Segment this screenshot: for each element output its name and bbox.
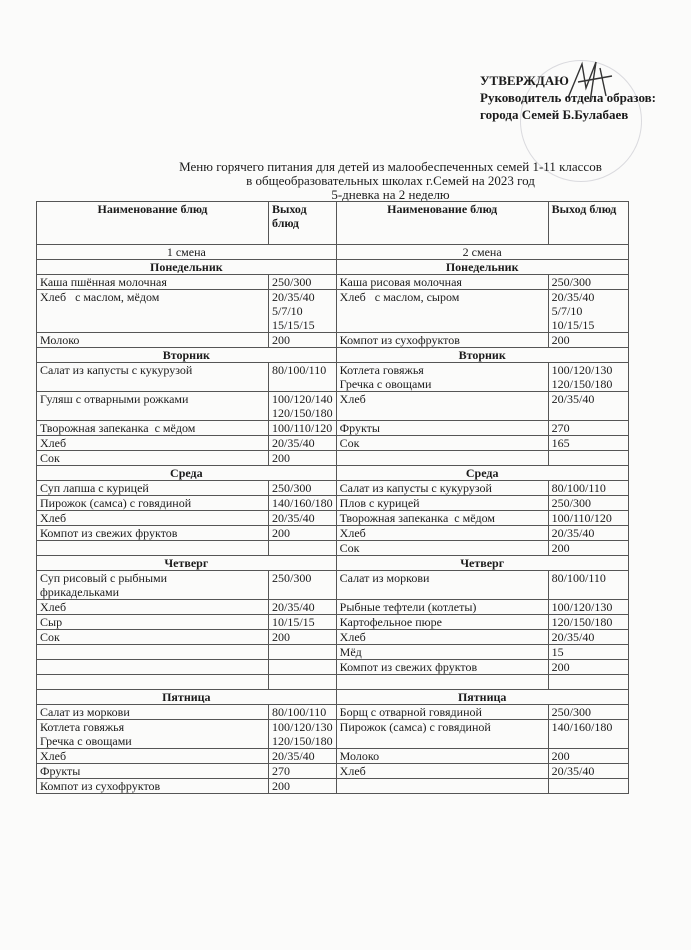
dish-row bbox=[37, 749, 629, 764]
dish-output-right: 20/35/40 bbox=[548, 392, 628, 421]
day-name: Понедельник bbox=[336, 260, 628, 275]
dish-output-right: 270 bbox=[548, 421, 628, 436]
dish-row bbox=[37, 481, 629, 496]
shift-2: 2 смена bbox=[336, 245, 628, 260]
dish-output-right bbox=[548, 779, 628, 794]
dish-row bbox=[37, 363, 629, 392]
dish-output-right: 15 bbox=[548, 645, 628, 660]
day-row bbox=[37, 556, 629, 571]
dish-row bbox=[37, 660, 629, 675]
dish-output-left bbox=[269, 660, 337, 675]
dish-name-left: Сыр bbox=[37, 615, 269, 630]
header-name-left: Наименование блюд bbox=[37, 202, 269, 245]
dish-output-right: 250/300 bbox=[548, 275, 628, 290]
title-line2: в общеобразовательных школах г.Семей на 2023 год bbox=[246, 173, 535, 188]
dish-output-left: 100/120/140 120/150/180 bbox=[269, 392, 337, 421]
dish-output-left: 20/35/40 bbox=[269, 600, 337, 615]
header-out-left: Выход блюд bbox=[269, 202, 337, 245]
dish-name-right: Картофельное пюре bbox=[336, 615, 548, 630]
dish-name-right: Мёд bbox=[336, 645, 548, 660]
dish-output-left: 250/300 bbox=[269, 481, 337, 496]
dish-row bbox=[37, 645, 629, 660]
day-name: Четверг bbox=[336, 556, 628, 571]
day-name: Пятница bbox=[37, 690, 337, 705]
header-row bbox=[37, 202, 629, 245]
dish-row bbox=[37, 615, 629, 630]
dish-output-left: 100/120/130 120/150/180 bbox=[269, 720, 337, 749]
dish-output-right: 200 bbox=[548, 541, 628, 556]
dish-name-right: Хлеб bbox=[336, 630, 548, 645]
header-name-right: Наименование блюд bbox=[336, 202, 548, 245]
day-name: Пятница bbox=[336, 690, 628, 705]
dish-output-left bbox=[269, 675, 337, 690]
dish-name-left: Фрукты bbox=[37, 764, 269, 779]
approval-block bbox=[480, 72, 656, 123]
dish-name-left: Пирожок (самса) с говядиной bbox=[37, 496, 269, 511]
dish-output-right: 200 bbox=[548, 660, 628, 675]
dish-output-left: 100/110/120 bbox=[269, 421, 337, 436]
dish-name-right: Плов с курицей bbox=[336, 496, 548, 511]
dish-output-right: 250/300 bbox=[548, 705, 628, 720]
dish-output-left: 80/100/110 bbox=[269, 705, 337, 720]
dish-name-left: Каша пшённая молочная bbox=[37, 275, 269, 290]
day-row bbox=[37, 466, 629, 481]
dish-name-right: Сок bbox=[336, 436, 548, 451]
dish-name-right: Творожная запеканка с мёдом bbox=[336, 511, 548, 526]
title-line3: 5-дневка на 2 неделю bbox=[331, 187, 450, 202]
dish-output-left: 250/300 bbox=[269, 571, 337, 600]
dish-output-right bbox=[548, 675, 628, 690]
dish-output-right: 100/120/130 120/150/180 bbox=[548, 363, 628, 392]
dish-row bbox=[37, 451, 629, 466]
dish-output-right: 200 bbox=[548, 333, 628, 348]
dish-row bbox=[37, 496, 629, 511]
day-row bbox=[37, 690, 629, 705]
dish-output-right: 165 bbox=[548, 436, 628, 451]
dish-name-right: Пирожок (самса) с говядиной bbox=[336, 720, 548, 749]
dish-output-right: 100/120/130 bbox=[548, 600, 628, 615]
dish-row bbox=[37, 333, 629, 348]
day-name: Понедельник bbox=[37, 260, 337, 275]
dish-output-left: 200 bbox=[269, 526, 337, 541]
dish-row bbox=[37, 705, 629, 720]
approval-line2: Руководитель отдела образов: bbox=[480, 90, 656, 105]
approval-line3: города Семей Б.Булабаев bbox=[480, 107, 629, 122]
day-name: Вторник bbox=[37, 348, 337, 363]
dish-name-left: Суп лапша с курицей bbox=[37, 481, 269, 496]
dish-name-right: Компот из свежих фруктов bbox=[336, 660, 548, 675]
dish-output-left: 80/100/110 bbox=[269, 363, 337, 392]
dish-name-left: Котлета говяжья Гречка с овощами bbox=[37, 720, 269, 749]
title-line1: Меню горячего питания для детей из малообеспеченных семей 1-11 классов bbox=[179, 159, 602, 174]
dish-output-left: 20/35/40 bbox=[269, 511, 337, 526]
dish-name-left: Салат из моркови bbox=[37, 705, 269, 720]
dish-name-left: Хлеб bbox=[37, 511, 269, 526]
dish-output-left: 200 bbox=[269, 630, 337, 645]
dish-output-right bbox=[548, 451, 628, 466]
dish-output-left: 200 bbox=[269, 451, 337, 466]
dish-output-right: 100/110/120 bbox=[548, 511, 628, 526]
dish-name-right: Компот из сухофруктов bbox=[336, 333, 548, 348]
dish-output-right: 250/300 bbox=[548, 496, 628, 511]
dish-output-left: 20/35/40 5/7/10 15/15/15 bbox=[269, 290, 337, 333]
dish-row bbox=[37, 392, 629, 421]
dish-row bbox=[37, 571, 629, 600]
dish-output-left bbox=[269, 645, 337, 660]
dish-output-left: 200 bbox=[269, 333, 337, 348]
dish-row bbox=[37, 290, 629, 333]
dish-name-right bbox=[336, 779, 548, 794]
dish-output-right: 20/35/40 5/7/10 10/15/15 bbox=[548, 290, 628, 333]
dish-name-left: Компот из сухофруктов bbox=[37, 779, 269, 794]
header-out-right: Выход блюд bbox=[548, 202, 628, 245]
dish-output-left: 20/35/40 bbox=[269, 749, 337, 764]
dish-name-left: Хлеб bbox=[37, 436, 269, 451]
day-name: Вторник bbox=[336, 348, 628, 363]
dish-name-left: Творожная запеканка с мёдом bbox=[37, 421, 269, 436]
dish-row bbox=[37, 630, 629, 645]
dish-row bbox=[37, 275, 629, 290]
dish-output-right: 20/35/40 bbox=[548, 526, 628, 541]
dish-name-right: Хлеб bbox=[336, 392, 548, 421]
dish-output-left: 140/160/180 bbox=[269, 496, 337, 511]
day-row bbox=[37, 260, 629, 275]
day-name: Среда bbox=[336, 466, 628, 481]
menu-table bbox=[36, 201, 629, 794]
dish-row bbox=[37, 421, 629, 436]
dish-name-right: Котлета говяжья Гречка с овощами bbox=[336, 363, 548, 392]
dish-name-left: Суп рисовый с рыбными фрикадельками bbox=[37, 571, 269, 600]
dish-name-right: Салат из моркови bbox=[336, 571, 548, 600]
dish-name-right bbox=[336, 451, 548, 466]
dish-output-right: 20/35/40 bbox=[548, 630, 628, 645]
dish-name-left: Сок bbox=[37, 630, 269, 645]
dish-output-right: 200 bbox=[548, 749, 628, 764]
shift-1: 1 смена bbox=[37, 245, 337, 260]
day-name: Среда bbox=[37, 466, 337, 481]
dish-output-left: 200 bbox=[269, 779, 337, 794]
dish-name-left bbox=[37, 660, 269, 675]
dish-name-left: Салат из капусты с кукурузой bbox=[37, 363, 269, 392]
dish-row bbox=[37, 764, 629, 779]
dish-row bbox=[37, 675, 629, 690]
dish-name-left: Гуляш с отварными рожками bbox=[37, 392, 269, 421]
dish-name-right: Каша рисовая молочная bbox=[336, 275, 548, 290]
approval-line1: УТВЕРЖДАЮ bbox=[480, 73, 569, 88]
dish-output-right: 120/150/180 bbox=[548, 615, 628, 630]
dish-row bbox=[37, 779, 629, 794]
dish-name-left: Хлеб bbox=[37, 600, 269, 615]
dish-name-right: Хлеб bbox=[336, 526, 548, 541]
dish-name-right: Хлеб bbox=[336, 764, 548, 779]
dish-output-left bbox=[269, 541, 337, 556]
dish-output-right: 20/35/40 bbox=[548, 764, 628, 779]
document-title bbox=[0, 160, 691, 202]
page-edge bbox=[663, 201, 691, 881]
dish-row bbox=[37, 541, 629, 556]
day-row bbox=[37, 348, 629, 363]
dish-name-left: Хлеб bbox=[37, 749, 269, 764]
dish-name-right bbox=[336, 675, 548, 690]
dish-name-left: Хлеб с маслом, мёдом bbox=[37, 290, 269, 333]
dish-output-right: 80/100/110 bbox=[548, 571, 628, 600]
dish-name-left bbox=[37, 675, 269, 690]
dish-name-left bbox=[37, 645, 269, 660]
dish-row bbox=[37, 600, 629, 615]
dish-name-right: Хлеб с маслом, сыром bbox=[336, 290, 548, 333]
dish-name-right: Сок bbox=[336, 541, 548, 556]
dish-name-right: Фрукты bbox=[336, 421, 548, 436]
dish-row bbox=[37, 526, 629, 541]
dish-name-right: Салат из капусты с кукурузой bbox=[336, 481, 548, 496]
dish-output-left: 10/15/15 bbox=[269, 615, 337, 630]
shift-row bbox=[37, 245, 629, 260]
dish-output-left: 20/35/40 bbox=[269, 436, 337, 451]
day-name: Четверг bbox=[37, 556, 337, 571]
dish-row bbox=[37, 511, 629, 526]
dish-name-left: Компот из свежих фруктов bbox=[37, 526, 269, 541]
dish-name-left bbox=[37, 541, 269, 556]
dish-output-left: 250/300 bbox=[269, 275, 337, 290]
dish-name-right: Молоко bbox=[336, 749, 548, 764]
dish-row bbox=[37, 720, 629, 749]
dish-output-right: 80/100/110 bbox=[548, 481, 628, 496]
dish-row bbox=[37, 436, 629, 451]
dish-output-right: 140/160/180 bbox=[548, 720, 628, 749]
dish-name-left: Сок bbox=[37, 451, 269, 466]
dish-name-right: Рыбные тефтели (котлеты) bbox=[336, 600, 548, 615]
dish-output-left: 270 bbox=[269, 764, 337, 779]
dish-name-left: Молоко bbox=[37, 333, 269, 348]
dish-name-right: Борщ с отварной говядиной bbox=[336, 705, 548, 720]
